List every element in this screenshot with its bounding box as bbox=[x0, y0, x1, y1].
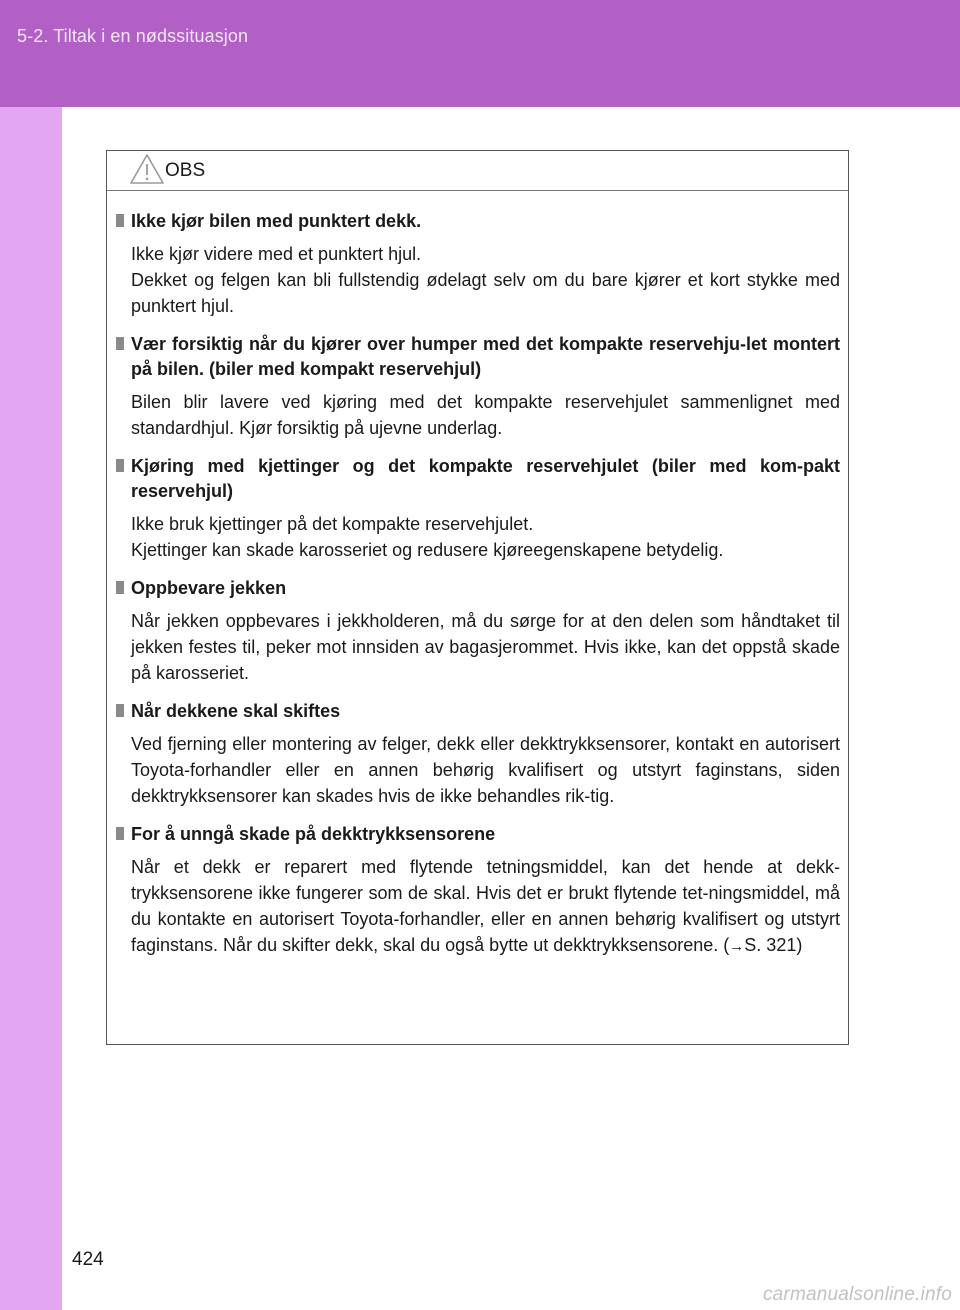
header-band bbox=[0, 0, 960, 107]
square-bullet-icon bbox=[116, 827, 124, 840]
caution-box bbox=[106, 150, 849, 1045]
warning-triangle-icon bbox=[129, 152, 165, 186]
caution-section bbox=[116, 332, 840, 441]
square-bullet-icon bbox=[116, 704, 124, 717]
caution-body bbox=[107, 191, 848, 960]
section-paragraph: Kjettinger kan skade karosseriet og redusere kjøreegenskapene betydelig. bbox=[131, 540, 724, 560]
section-title: 5-2. Tiltak i en nødssituasjon bbox=[17, 26, 249, 46]
page-reference-link[interactable]: S. 321) bbox=[744, 935, 803, 955]
caution-section bbox=[116, 576, 840, 686]
caution-header bbox=[107, 151, 848, 191]
section-paragraph bbox=[131, 854, 840, 960]
section-heading: Vær forsiktig når du kjører over humper med det kompakte reservehju-let montert på bilen. (biler med kompakt reservehjul) bbox=[131, 334, 840, 379]
square-bullet-icon bbox=[116, 337, 124, 350]
section-heading: Ikke kjør bilen med punktert dekk. bbox=[131, 211, 422, 231]
caution-section bbox=[116, 822, 840, 960]
side-strip bbox=[0, 107, 62, 1310]
caution-section bbox=[116, 454, 840, 563]
caution-section bbox=[116, 209, 840, 319]
square-bullet-icon bbox=[116, 214, 124, 227]
watermark: carmanualsonline.info bbox=[762, 1284, 952, 1305]
caution-section bbox=[116, 699, 840, 809]
section-heading: Når dekkene skal skiftes bbox=[131, 701, 341, 721]
section-heading: Oppbevare jekken bbox=[131, 578, 287, 598]
section-heading: For å unngå skade på dekktrykksensorene bbox=[131, 824, 496, 844]
section-paragraph: Bilen blir lavere ved kjøring med det kompakte reservehjulet sammenlignet med standardhjul. Kjør forsiktig på ujevne underlag. bbox=[131, 392, 840, 438]
section-paragraph: Dekket og felgen kan bli fullstendig ødelagt selv om du bare kjører et kort stykke med punktert hjul. bbox=[131, 270, 840, 316]
paragraph-text: Når et dekk er reparert med flytende tetningsmiddel, kan det hende at dekk-trykksensorene ikke fungerer som de skal. Hvis det er brukt flytende tet-ningsmiddel, må du kontakte en autorisert Toyota-forhandler, eller en annen behørig kvalifisert og utstyrt faginstans. Når du skifter dekk, skal du også bytte ut dekktrykksensorene. ( bbox=[131, 857, 840, 955]
caution-title: OBS bbox=[165, 160, 206, 181]
section-paragraph: Ikke bruk kjettinger på det kompakte reservehjulet. bbox=[131, 514, 534, 534]
page-number: 424 bbox=[72, 1249, 104, 1270]
section-paragraph: Ved fjerning eller montering av felger, dekk eller dekktrykksensorer, kontakt en autorisert Toyota-forhandler eller en annen behørig kvalifisert og utstyrt faginstans, siden dekktrykksensorer kan skades hvis de ikke behandles rik-tig. bbox=[131, 734, 840, 806]
section-paragraph: Ikke kjør videre med et punktert hjul. bbox=[131, 244, 422, 264]
section-paragraph: Når jekken oppbevares i jekkholderen, må du sørge for at den delen som håndtaket til jekken festes til, peker mot innsiden av bagasjerommet. Hvis ikke, kan det oppstå skade på karosseriet. bbox=[131, 611, 840, 683]
square-bullet-icon bbox=[116, 459, 124, 472]
arrow-icon: → bbox=[729, 938, 745, 955]
section-heading: Kjøring med kjettinger og det kompakte reservehjulet (biler med kom-pakt reservehjul) bbox=[131, 456, 840, 501]
square-bullet-icon bbox=[116, 581, 124, 594]
